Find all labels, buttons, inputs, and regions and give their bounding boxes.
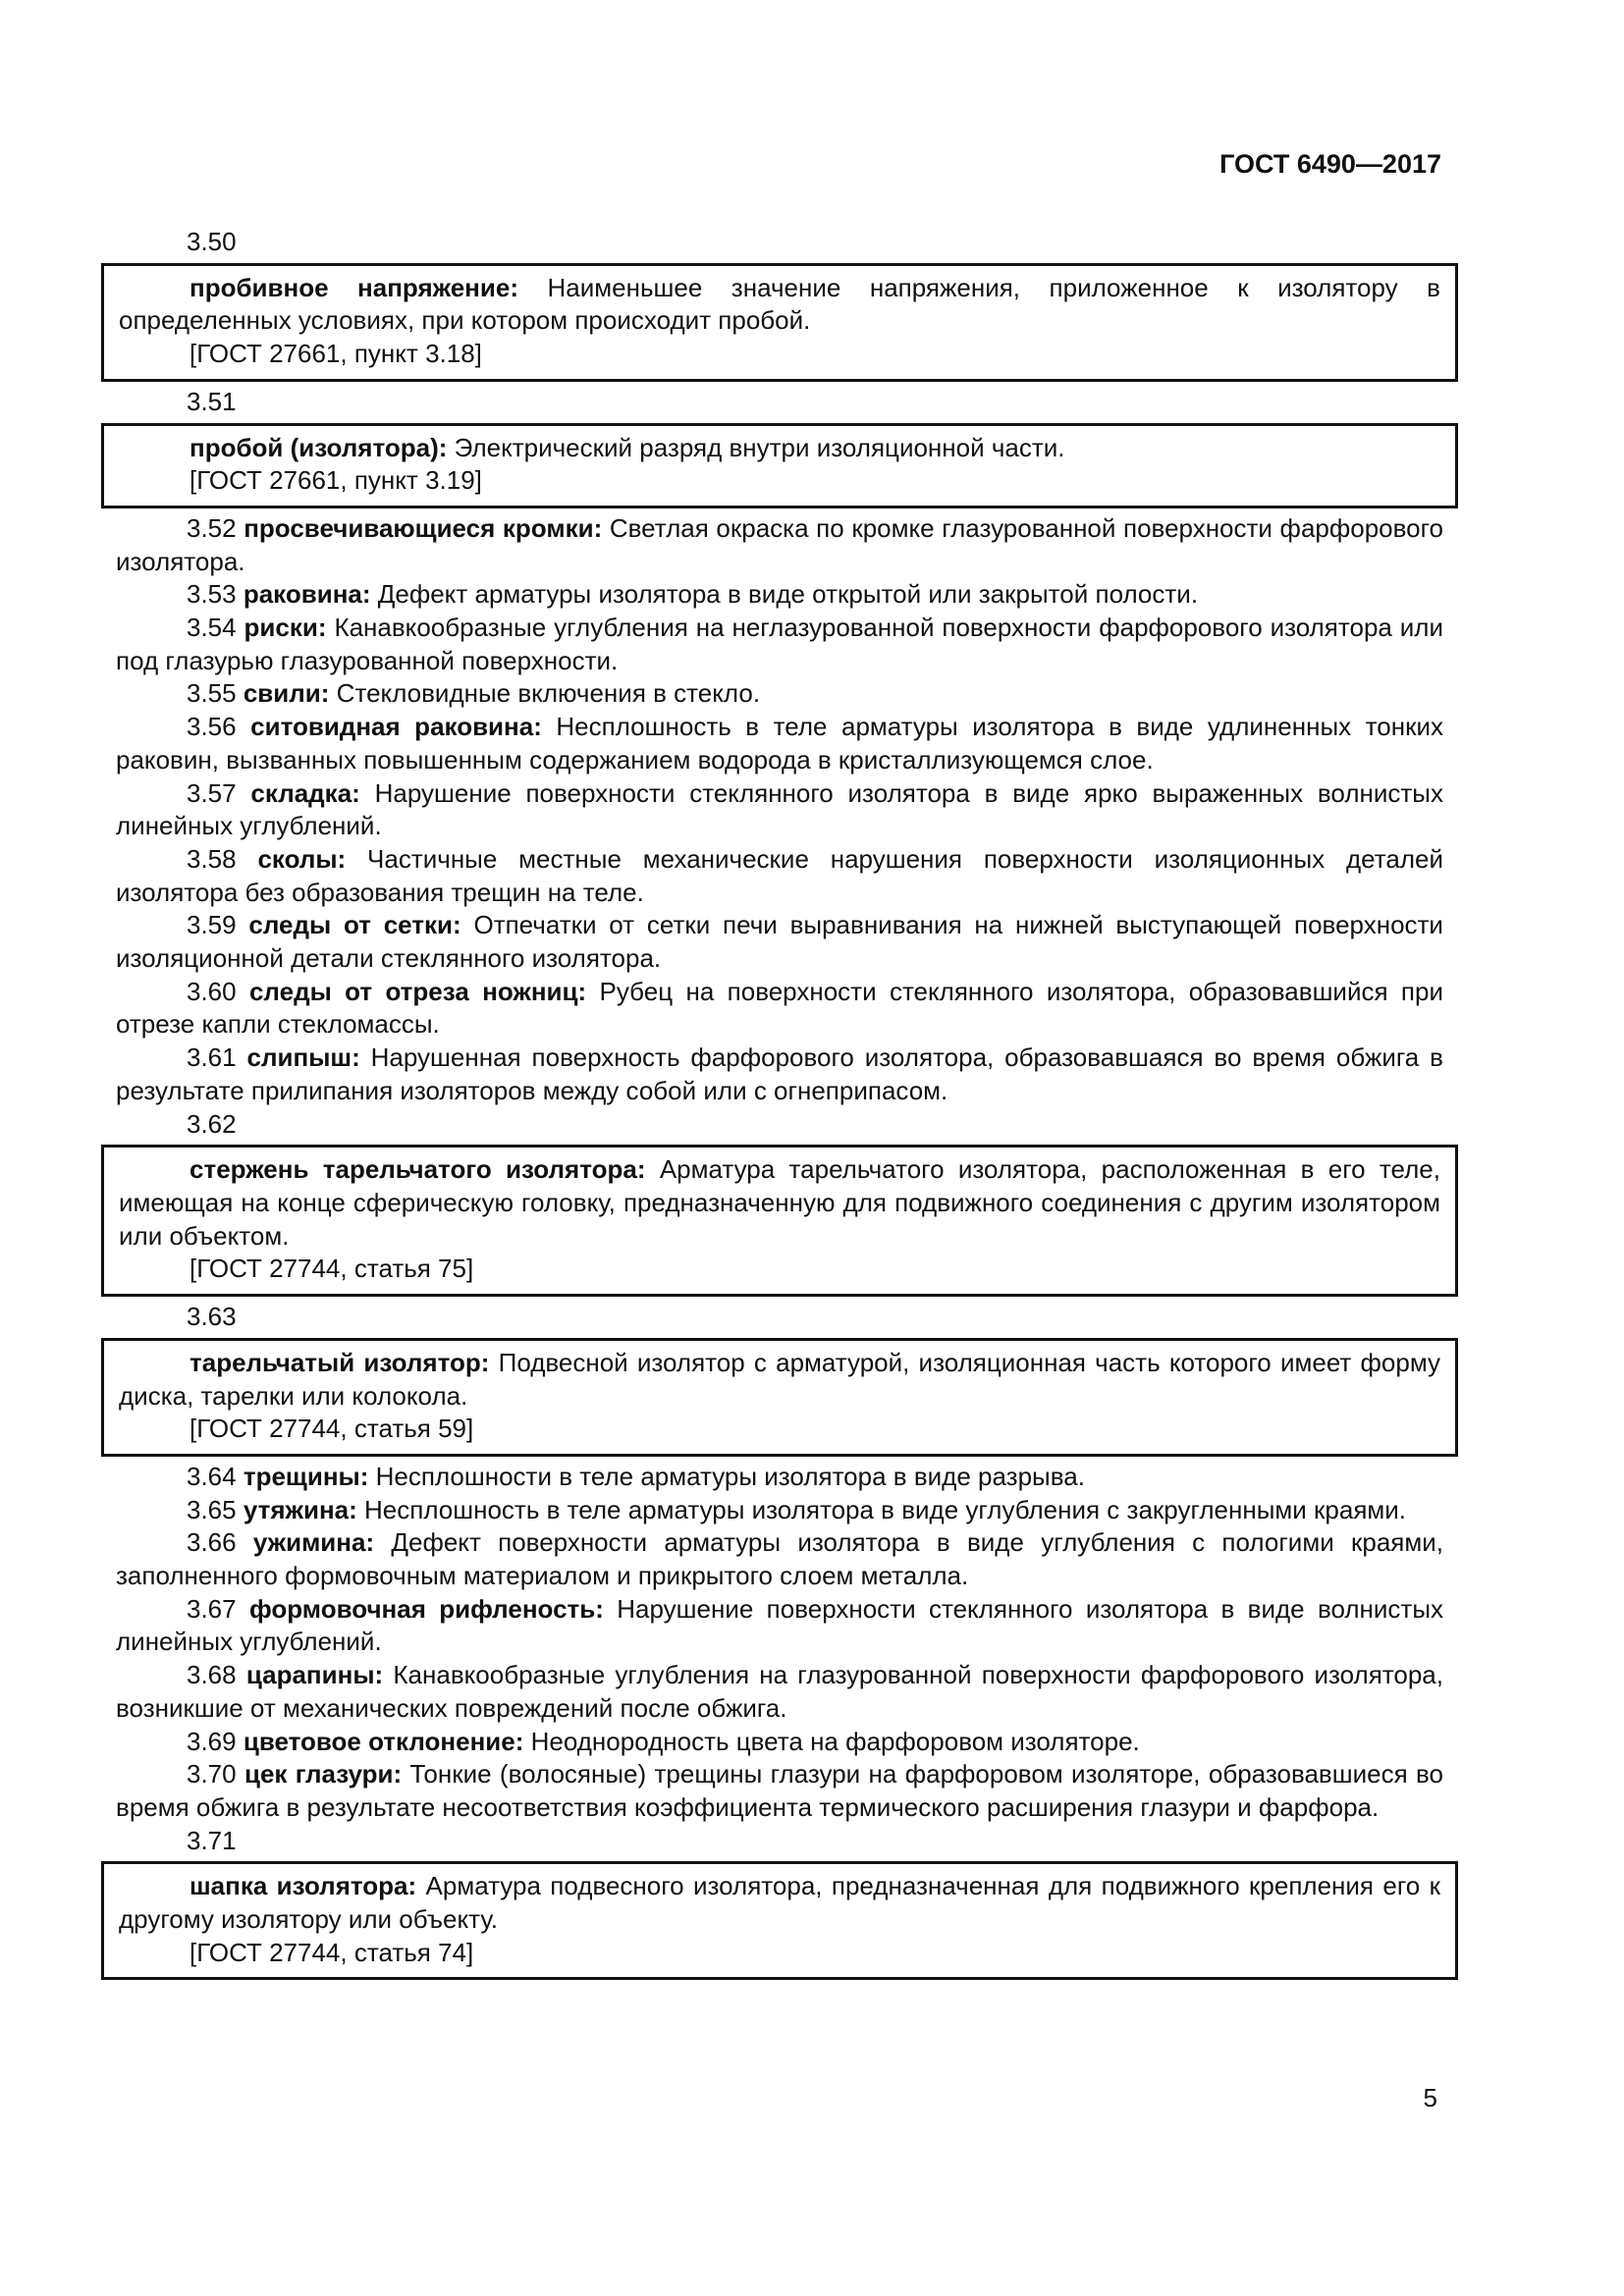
definition-paragraph (119, 1153, 1440, 1253)
definition-paragraph (116, 1526, 1443, 1592)
term-definition: Канавкообразные углубления на глазурованной поверхности фарфорового изолятора, возникшие от механических повреждений после обжига. (116, 1660, 1443, 1723)
term-definition: Несплошности в теле арматуры изолятора в виде разрыва. (375, 1461, 1085, 1491)
source-reference: [ГОСТ 27744, статья 74] (189, 1937, 474, 1967)
source-reference: [ГОСТ 27744, статья 59] (189, 1414, 474, 1444)
term-number: 3.63 (187, 1302, 237, 1332)
term-number: 3.68 (187, 1660, 237, 1690)
definition-paragraph (116, 1494, 1443, 1527)
term-name: ситовидная раковина: (250, 712, 542, 742)
definition-paragraph (119, 432, 1440, 465)
definition-paragraph (116, 578, 1443, 612)
source-reference: [ГОСТ 27661, пункт 3.19] (189, 465, 482, 496)
term-number: 3.58 (187, 843, 237, 874)
term-name: шапка изолятора: (189, 1871, 417, 1901)
term-number: 3.50 (187, 227, 237, 256)
terms-list (116, 226, 1443, 1984)
term-name: слипыш: (246, 1042, 360, 1073)
definition-paragraph (116, 1593, 1443, 1659)
definition-paragraph (116, 1041, 1443, 1107)
term-name: трещины: (243, 1461, 369, 1491)
term-definition: Дефект поверхности арматуры изолятора в виде углубления с пологими краями, заполненного формовочным материалом и прикрытого слоем металла. (116, 1527, 1443, 1591)
term-name: раковина: (243, 579, 371, 610)
term-number: 3.61 (187, 1042, 237, 1073)
term-name: просвечивающиеся кромки: (244, 512, 603, 543)
boxed-definition (101, 1861, 1458, 1980)
term-name: утяжина: (243, 1494, 357, 1524)
definition-paragraph (116, 612, 1443, 677)
term-number: 3.66 (187, 1527, 237, 1558)
term-number: 3.71 (187, 1825, 237, 1855)
term-definition: Несплошность в теле арматуры изолятора в виде углубления с закругленными краями. (364, 1494, 1407, 1524)
definition-paragraph (116, 1726, 1443, 1759)
term-definition: Отпечатки от сетки печи выравнивания на нижней выступающей поверхности изоляционной детали стеклянного изолятора. (116, 910, 1443, 974)
term-number: 3.55 (187, 678, 237, 709)
term-name: ужимина: (252, 1527, 375, 1558)
term-name: свили: (243, 678, 330, 709)
definition-paragraph (119, 1870, 1440, 1936)
term-number: 3.64 (187, 1461, 237, 1491)
definition-paragraph (116, 1659, 1443, 1725)
definition-paragraph (116, 843, 1443, 909)
term-name: стержень тарельчатого изолятора: (189, 1154, 646, 1185)
term-definition: Нарушение поверхности стеклянного изолятора в виде волнистых линейных углублений. (116, 1593, 1444, 1657)
page-number: 5 (1423, 2083, 1437, 2112)
boxed-definition (101, 423, 1458, 508)
term-name: складка: (250, 777, 360, 808)
definition-paragraph (116, 976, 1443, 1041)
definition-paragraph (116, 677, 1443, 711)
term-definition: Нарушение поверхности стеклянного изолятора в виде ярко выраженных волнистых линейных углублений. (116, 777, 1443, 841)
term-number: 3.54 (187, 613, 237, 643)
term-definition: Подвесной изолятор с арматурой, изоляционная часть которого имеет форму диска, тарелки или колокола. (119, 1347, 1440, 1411)
term-name: цек глазури: (244, 1759, 403, 1789)
document-header: ГОСТ 6490—2017 (1219, 149, 1441, 179)
source-reference: [ГОСТ 27744, статья 75] (189, 1254, 474, 1284)
term-definition: Арматура тарельчатого изолятора, расположенная в его теле, имеющая на конце сферическую головку, предназначенную для подвижного соединения с другим изолятором или объектом. (119, 1154, 1440, 1251)
definition-paragraph (119, 1347, 1440, 1413)
term-definition: Частичные местные механические нарушения поверхности изоляционных деталей изолятора без образования трещин на теле. (116, 843, 1444, 907)
boxed-definition (101, 1338, 1458, 1457)
boxed-definition (101, 1145, 1458, 1297)
term-number: 3.59 (187, 910, 237, 940)
term-number: 3.52 (187, 512, 237, 543)
definition-paragraph (116, 512, 1443, 578)
term-name: пробивное напряжение: (189, 272, 518, 302)
term-name: тарельчатый изолятор: (189, 1347, 490, 1377)
definition-paragraph (116, 909, 1443, 975)
term-number: 3.70 (187, 1759, 237, 1789)
term-number: 3.57 (187, 777, 237, 808)
term-name: царапины: (245, 1660, 384, 1690)
term-definition: Нарушенная поверхность фарфорового изолятора, образовавшаяся во время обжига в результате прилипания изоляторов между собой или с огнеприпасом. (116, 1042, 1443, 1105)
term-definition: Тонкие (волосяные) трещины глазури на фарфоровом изоляторе, образовавшиеся во время обжига в результате несоответствия коэффициента термического расширения глазури и фарфора. (116, 1759, 1443, 1822)
definition-paragraph (119, 272, 1440, 338)
term-number: 3.67 (187, 1593, 237, 1624)
term-name: следы от отреза ножниц: (248, 976, 587, 1006)
term-number: 3.62 (187, 1108, 237, 1139)
term-number: 3.56 (187, 712, 237, 742)
term-definition: Дефект арматуры изолятора в виде открытой или закрытой полости. (377, 579, 1199, 610)
term-definition: Арматура подвесного изолятора, предназначенная для подвижного крепления его к другому изолятору или объекту. (119, 1871, 1440, 1935)
term-definition: Наименьшее значение напряжения, приложенное к изолятору в определенных условиях, при котором происходит пробой. (119, 272, 1440, 336)
term-definition: Несплошность в теле арматуры изолятора в виде удлиненных тонких раковин, вызванных повышенным содержанием водорода в кристаллизующемся слое. (116, 712, 1443, 774)
source-reference: [ГОСТ 27661, пункт 3.18] (189, 339, 482, 369)
definition-paragraph (116, 1758, 1443, 1824)
term-number: 3.51 (187, 386, 237, 416)
term-definition: Электрический разряд внутри изоляционной части. (454, 432, 1065, 462)
term-definition: Стекловидные включения в стекло. (336, 678, 761, 709)
term-definition: Канавкообразные углубления на неглазурованной поверхности фарфорового изолятора или под глазурью глазурованной поверхности. (116, 613, 1443, 675)
definition-paragraph (116, 777, 1443, 843)
term-definition: Светлая окраска по кромке глазурованной поверхности фарфорового изолятора. (116, 512, 1443, 576)
definition-paragraph (116, 1461, 1443, 1494)
term-number: 3.69 (187, 1726, 237, 1756)
definition-paragraph (116, 711, 1443, 776)
boxed-definition (101, 263, 1458, 382)
term-name: цветовое отклонение: (243, 1726, 524, 1756)
term-name: сколы: (257, 843, 347, 874)
term-number: 3.53 (187, 579, 237, 610)
term-name: формовочная рифленость: (248, 1593, 604, 1624)
term-name: риски: (244, 613, 327, 643)
term-definition: Неоднородность цвета на фарфоровом изоляторе. (530, 1726, 1140, 1756)
term-definition: Рубец на поверхности стеклянного изолятора, образовавшийся при отрезе капли стекломассы. (116, 976, 1443, 1040)
term-name: пробой (изолятора): (189, 432, 448, 462)
term-number: 3.60 (187, 976, 237, 1006)
term-number: 3.65 (187, 1494, 237, 1524)
term-name: следы от сетки: (248, 910, 461, 940)
